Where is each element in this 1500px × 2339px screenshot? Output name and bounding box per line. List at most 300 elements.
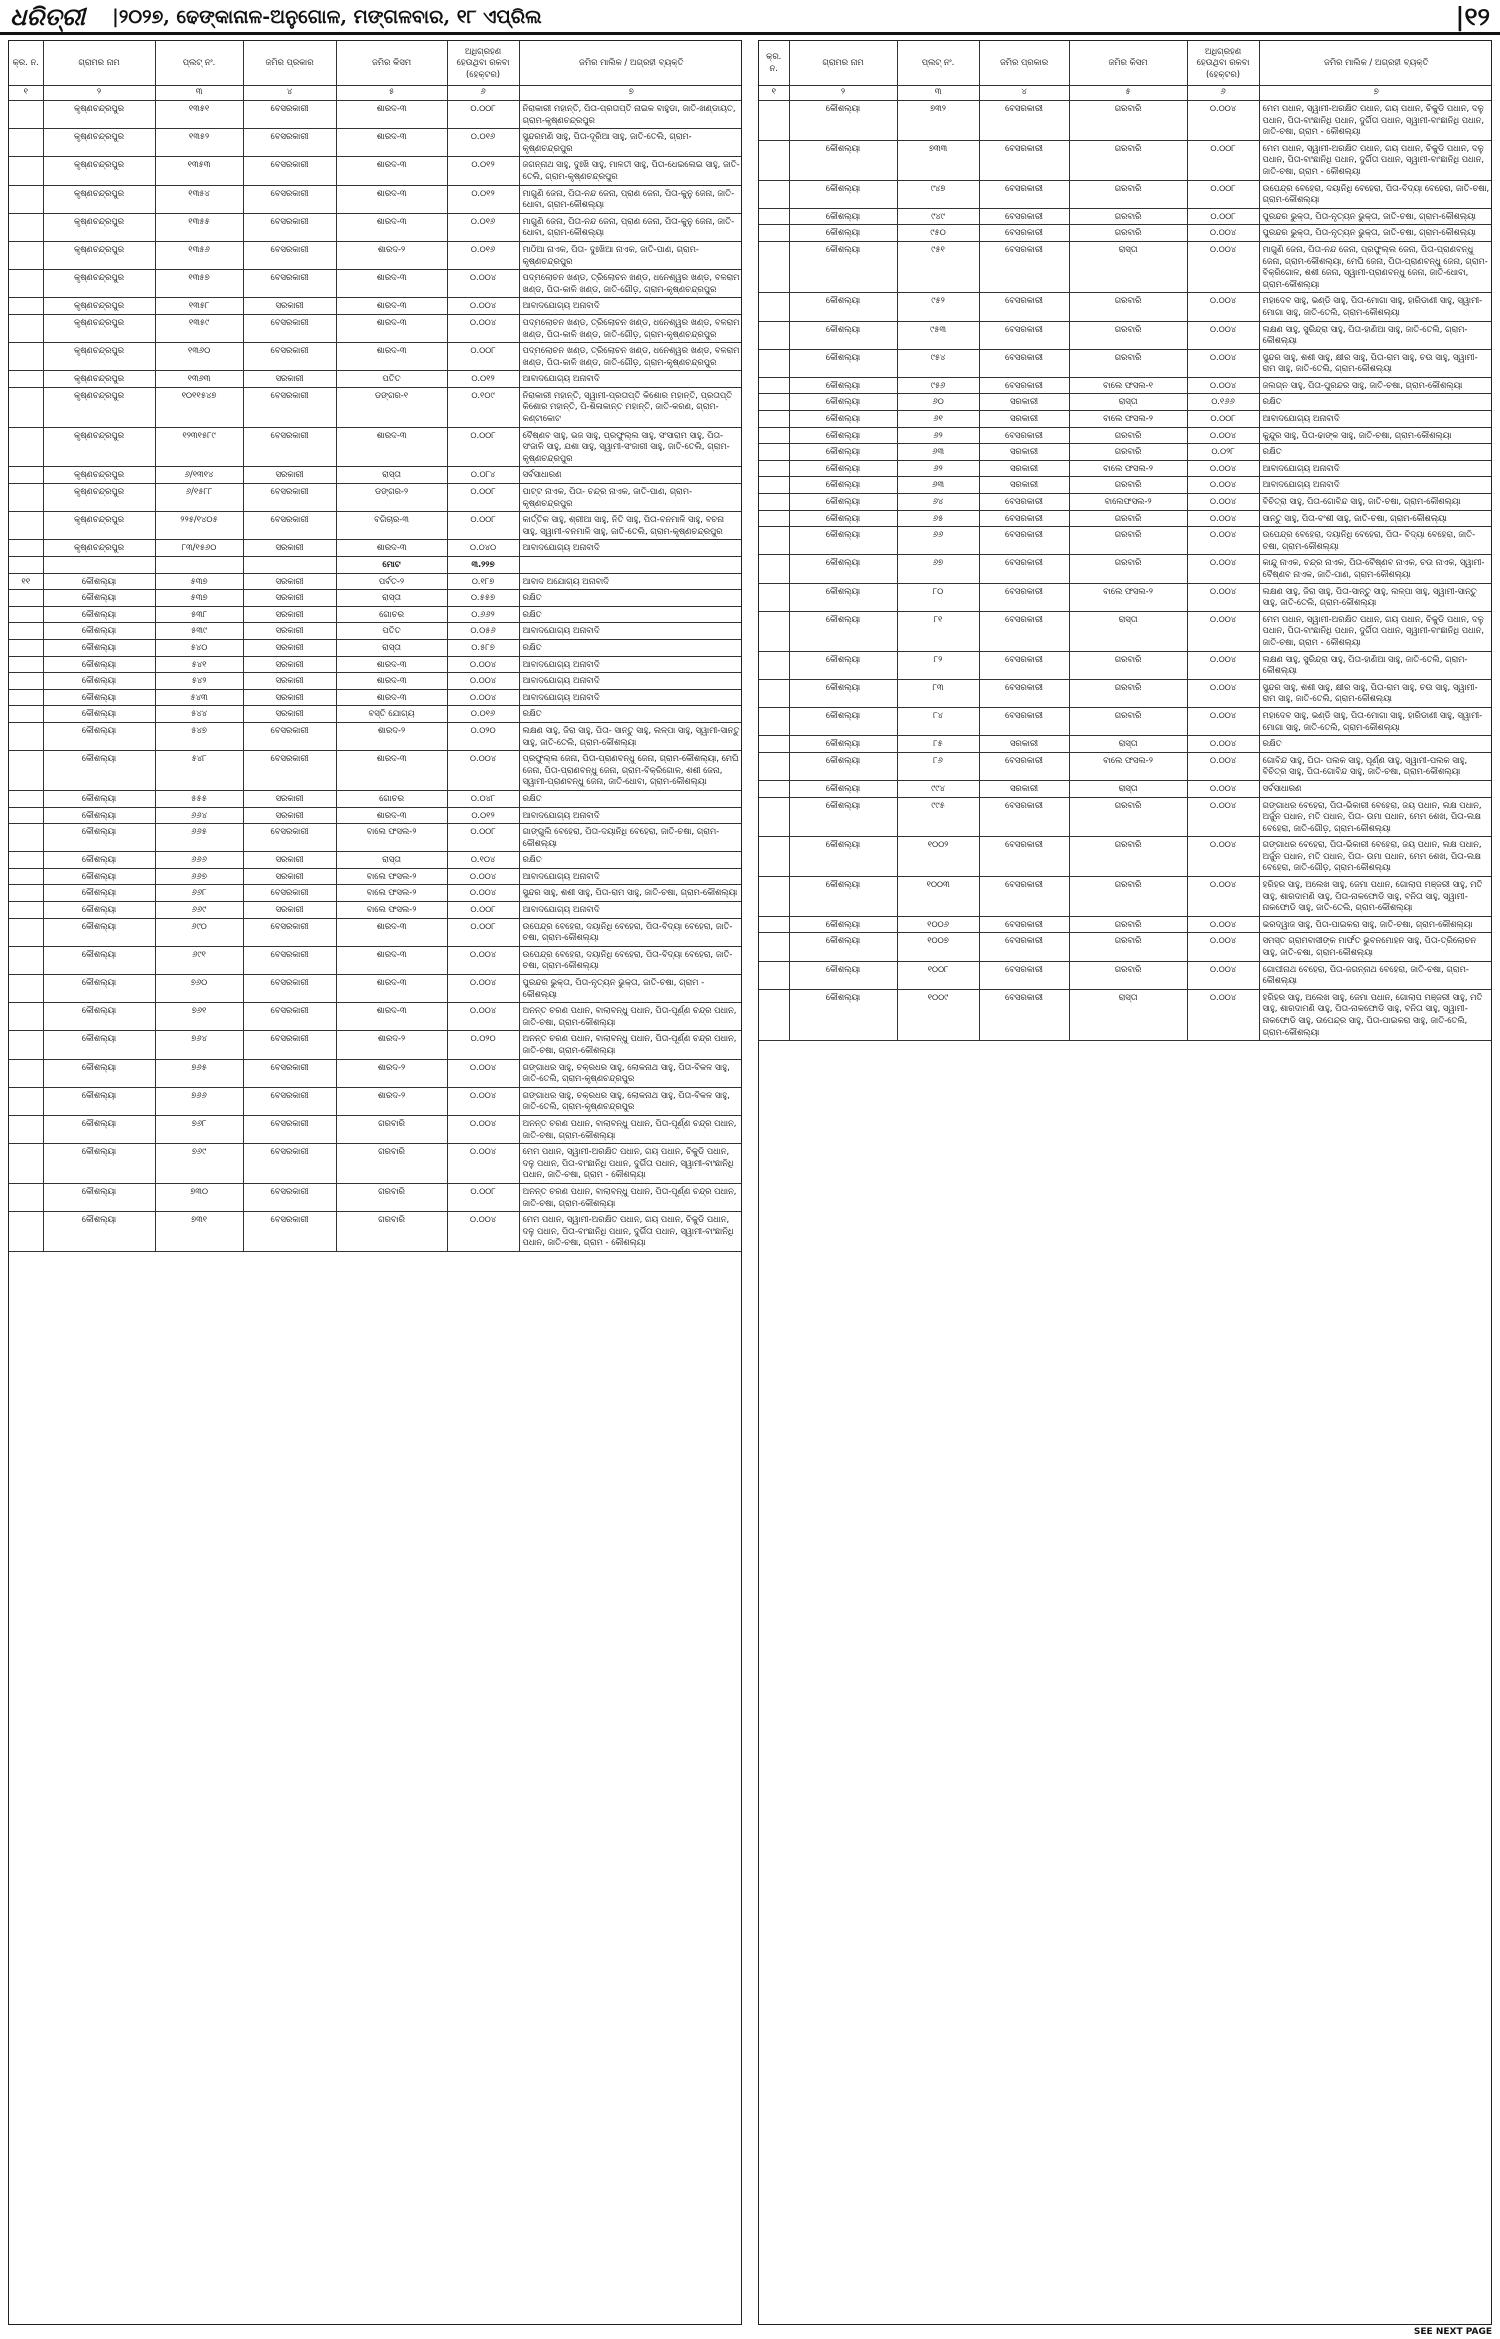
cell-serial — [759, 377, 789, 394]
cell-plot-number: ୫୪୮ — [155, 751, 243, 791]
cell-area-hectare: ୦.୦୦୪ — [1187, 736, 1259, 753]
cell-village: କୌଶଲ୍ୟା — [789, 707, 897, 735]
table-row — [759, 527, 1492, 555]
cell-land-class: ଗରବାରି — [336, 1115, 447, 1143]
cell-owner: ବିଚିତ୍ରା ସାହୁ, ପିତା-ଗୋବିନ୍ଦ ସାହୁ, ଜାତି-ଚଷା, ଗ୍ରାମ-କୌଶଲ୍ୟା — [1259, 494, 1492, 511]
col-header-land-type: ଜମିର ପ୍ରକାର — [243, 41, 336, 86]
cell-serial — [9, 427, 43, 467]
cell-area-hectare: ୦.୦୦୪ — [1187, 510, 1259, 527]
cell-owner: ପୁରନ୍ଦର ଭୁକ୍ତା, ପିତା-ନୃତ୍ୟନ ଭୁକ୍ତା, ଜାତି-ଚଷା, ଗ୍ରାମ - କୌଶଲ୍ୟା — [519, 975, 742, 1003]
cell-serial — [9, 606, 43, 623]
cell-serial — [9, 314, 43, 342]
cell-owner: ସର୍ବସାଧାରଣ — [1259, 780, 1492, 797]
cell-area-hectare: ୦.୦୦୮ — [447, 101, 519, 129]
cell-land-class: ଶାରଦ-୩ — [336, 540, 447, 557]
cell-plot-number: ୬୫ — [897, 510, 979, 527]
cell-land-class: ଗରବାରି — [1069, 427, 1187, 444]
cell-land-type: ବେସରକାରୀ — [243, 387, 336, 427]
cell-area-hectare: ୦.୦୦୪ — [1187, 321, 1259, 349]
cell-land-type: ବେସରକାରୀ — [243, 824, 336, 852]
cell-land-type: ବେସରକାରୀ — [243, 1031, 336, 1059]
table-row — [759, 101, 1492, 141]
cell-plot-number: ୬/୧୩୧୪ — [155, 467, 243, 484]
cell-serial — [9, 722, 43, 750]
cell-plot-number: ୧୦୦୭ — [897, 933, 979, 961]
cell-owner: ଆବାଦଯୋଗ୍ୟ ଅନାବାଦି — [519, 673, 742, 690]
cell-village: କୌଶଲ୍ୟା — [43, 1115, 155, 1143]
cell-serial — [759, 916, 789, 933]
cell-village: କୌଶଲ୍ୟା — [789, 916, 897, 933]
cell-plot-number: ୬୬୯ — [155, 902, 243, 919]
cell-village: କୃଷ୍ଣଚନ୍ଦ୍ରପୁର — [43, 157, 155, 185]
col-header-area: ଅଧିଗ୍ରହଣ ହେଉଥିବା ରକବା (ହେକ୍ଟର) — [1187, 41, 1259, 86]
cell-land-class: ଶାରଦ-୩ — [336, 975, 447, 1003]
table-row — [759, 916, 1492, 933]
cell-plot-number: ୬୨ — [897, 427, 979, 444]
cell-owner: ରକ୍ଷିତ — [1259, 444, 1492, 461]
cell-land-type: ବେସରକାରୀ — [243, 213, 336, 241]
cell-land-type: ସରକାରୀ — [979, 460, 1069, 477]
land-acquisition-table-right — [759, 41, 1492, 1041]
cell-land-class: ଶାରଦ-୩ — [336, 918, 447, 946]
col-header-area: ଅଧିଗ୍ରହଣ ହେଉଥିବା ରକବା (ହେକ୍ଟର) — [447, 41, 519, 86]
cell-owner: ଅନନ୍ତ ଚରଣ ପଧାନ, ବାଲାବନ୍ଧୁ ପଧାନ, ପିତା-ପୂର୍ଣ୍ଣ ଚନ୍ଦ୍ର ପଧାନ, ଜାତି-ଚଷା, ଗ୍ରାମ-କୌଶଲ୍ୟା — [519, 1003, 742, 1031]
column-number: ୬ — [1187, 86, 1259, 101]
cell-owner: ରକ୍ଷିତ — [1259, 394, 1492, 411]
cell-owner: କାନ୍ଦୁ ନାଏକ, ଚନ୍ଦ୍ର ନାଏକ, ପିତା-ବୈଷ୍ଣବ ନାଏକ, ଚଉ ନାଏକ, ସ୍ୱାମୀ-ବୈଷ୍ଣବ ନାଏକ, ଜାତି-ପାଣ, ଗ୍ରାମ-କୌଶଲ୍ୟା — [1259, 555, 1492, 583]
cell-land-class: ଶାରଦ-୩ — [336, 270, 447, 298]
table-row — [9, 824, 742, 852]
cell-area-hectare: ୦.୦୦୪ — [1187, 494, 1259, 511]
table-row — [9, 484, 742, 512]
cell-plot-number: ୫୪୭ — [155, 722, 243, 750]
cell-owner: ମହାଦେବ ସାହୁ, ଭଣ୍ଡି ସାହୁ, ପିତା-ମୋଗା ସାହୁ, ହାରିଡାଣୀ ସାହୁ, ସ୍ୱାମୀ-ମୋଗା ସାହୁ, ଜାତି-ତେଲି, ଗ୍ରାମ-କୌଶଲ୍ୟା — [1259, 707, 1492, 735]
col-header-land-class: ଜମିର କିସମ — [336, 41, 447, 86]
cell-village: କୃଷ୍ଣଚନ୍ଦ୍ରପୁର — [43, 427, 155, 467]
cell-land-type: ବେସରକାରୀ — [979, 583, 1069, 611]
cell-serial — [759, 555, 789, 583]
column-number: ୫ — [1069, 86, 1187, 101]
cell-owner: ଲକ୍ଷଣ ସାହୁ, ସୁରିନ୍ଦ୍ରା ସାହୁ, ପିତା-ହାଣିଆ ସାହୁ, ଜାତି-ତେଲି, ଗ୍ରାମ-କୌଶଲ୍ୟା — [1259, 651, 1492, 679]
cell-land-type: ସରକାରୀ — [979, 394, 1069, 411]
cell-area-hectare: ୦.୦୦୪ — [447, 885, 519, 902]
cell-owner: ଲକ୍ଷଣ ସାହୁ, ସୁରିନ୍ଦ୍ରା ସାହୁ, ପିତା-ହାଣିଆ ସାହୁ, ଜାତି-ତେଲି, ଗ୍ରାମ-କୌଶଲ୍ୟା — [1259, 321, 1492, 349]
cell-plot-number: ୫୪୪ — [155, 706, 243, 723]
cell-plot-number: ୧୦୦୬ — [897, 916, 979, 933]
cell-land-type: ବେସରକାରୀ — [979, 321, 1069, 349]
cell-serial — [9, 623, 43, 640]
table-row — [9, 467, 742, 484]
cell-serial — [9, 689, 43, 706]
cell-land-type: ସରକାରୀ — [243, 689, 336, 706]
cell-village: କୌଶଲ୍ୟା — [43, 807, 155, 824]
cell-area-hectare: ୦.୦୦୪ — [1187, 427, 1259, 444]
cell-plot-number: ୮୨ — [897, 651, 979, 679]
cell-land-type: ସରକାରୀ — [243, 371, 336, 388]
cell-village: କୃଷ୍ଣଚନ୍ଦ୍ରପୁର — [43, 213, 155, 241]
cell-village: କୌଶଲ୍ୟା — [43, 639, 155, 656]
cell-land-class: ଶାରଦ-୩ — [336, 946, 447, 974]
cell-plot-number: ୫୪୦ — [155, 639, 243, 656]
cell-plot-number: ୭୬୯ — [155, 1144, 243, 1184]
cell-plot-number — [155, 557, 243, 574]
cell-area-hectare: ୦.୦୦୪ — [1187, 101, 1259, 141]
table-row — [759, 877, 1492, 917]
cell-plot-number: ୬୩ — [897, 477, 979, 494]
cell-village: କୃଷ୍ଣଚନ୍ଦ୍ରପୁର — [43, 101, 155, 129]
cell-land-type: ବେସରକାରୀ — [243, 1183, 336, 1211]
cell-area-hectare: ୦.୦୦୮ — [447, 1183, 519, 1211]
cell-land-type: ବେସରକାରୀ — [979, 208, 1069, 225]
cell-plot-number: ୫୩୮ — [155, 606, 243, 623]
cell-owner: ଜଗନ୍ନାଥ ସାହୁ, ଦୁଃଖି ସାହୁ, ମାଳତୀ ସାହୁ, ପିତା-ଧେଇଲେଇ ସାହୁ, ଜାତି-ତେଲି, ଗ୍ରାମ-କୃଷ୍ଣଚନ୍ଦ୍ରପୁର — [519, 157, 742, 185]
cell-owner: ମାଠିଆ ନାଏକ, ପିତା- ଦୁଃଖିଆ ନାଏକ, ଜାତି-ପାଣ, ଗ୍ରାମ-କୃଷ୍ଣଚନ୍ଦ୍ରପୁର — [519, 241, 742, 269]
cell-land-class: ରାସ୍ତା — [1069, 736, 1187, 753]
cell-serial — [9, 824, 43, 852]
cell-owner: ଆବାଦଯୋଗ୍ୟ ଅନାବାଦି — [1259, 411, 1492, 428]
cell-land-type: ବେସରକାରୀ — [979, 377, 1069, 394]
cell-village: କୌଶଲ୍ୟା — [43, 573, 155, 590]
cell-serial — [9, 512, 43, 540]
table-row — [9, 101, 742, 129]
cell-land-class: ପର୍ବତ-୨ — [336, 573, 447, 590]
cell-owner: ଆବାଦଯୋଗ୍ୟ ଅନାବାଦି — [1259, 460, 1492, 477]
cell-village: କୌଶଲ୍ୟା — [43, 656, 155, 673]
cell-owner: ଆବାଦଯୋଗ୍ୟ ଅନାବାଦି — [519, 807, 742, 824]
cell-village: କୌଶଲ୍ୟା — [43, 918, 155, 946]
table-row — [759, 651, 1492, 679]
cell-village: କୃଷ୍ଣଚନ୍ଦ୍ରପୁର — [43, 298, 155, 315]
cell-village: କୌଶଲ୍ୟା — [789, 752, 897, 780]
table-row — [759, 293, 1492, 321]
cell-plot-number: ୬୬୮ — [155, 885, 243, 902]
cell-serial — [9, 975, 43, 1003]
cell-serial — [759, 989, 789, 1040]
cell-serial — [9, 185, 43, 213]
table-row — [9, 918, 742, 946]
cell-village: କୌଶଲ୍ୟା — [789, 583, 897, 611]
cell-owner: ଆବାଦଯୋଗ୍ୟ ଅନାବାଦି — [519, 902, 742, 919]
cell-plot-number: ୧୦୦୮ — [897, 961, 979, 989]
cell-land-type: ସରକାରୀ — [243, 673, 336, 690]
table-row — [9, 790, 742, 807]
cell-land-class: ରାସ୍ତା — [1069, 780, 1187, 797]
cell-plot-number: ୯୫୧ — [897, 241, 979, 292]
cell-village: କୌଶଲ୍ୟା — [789, 527, 897, 555]
col-header-owner: ଜମିର ମାଲିକ / ଅଗ୍ରହୀ ବ୍ୟକ୍ତି — [1259, 41, 1492, 86]
cell-land-type: ବେସରକାରୀ — [243, 946, 336, 974]
column-number: ୭ — [1259, 86, 1492, 101]
cell-serial — [759, 679, 789, 707]
cell-area-hectare: ୦.୦୦୪ — [447, 270, 519, 298]
cell-village: କୌଶଲ୍ୟା — [43, 790, 155, 807]
cell-village: କୌଶଲ୍ୟା — [789, 611, 897, 651]
cell-land-type: ସରକାରୀ — [243, 656, 336, 673]
table-row — [9, 673, 742, 690]
cell-land-class: ଶାରଦ-୩ — [336, 656, 447, 673]
cell-owner: ବୈଷ୍ଣବ ସାହୁ, ଭଜ ସାହୁ, ପ୍ରଫୁଲ୍ଲ ସାହୁ, ସଂସାରାମ ସାହୁ, ପିତା-ସଂଜାଳି ସାହୁ, ଯଶା ସାହୁ, ସ୍ୱାମୀ-ସଂଜାରୀ ସାହୁ, ଜାତି-ତେଲି, ଗ୍ରାମ-କୃଷ୍ଣଚନ୍ଦ୍ରପୁର — [519, 427, 742, 467]
cell-village: କୌଶଲ୍ୟା — [43, 1031, 155, 1059]
cell-area-hectare: ୦.୧୬୬ — [1187, 394, 1259, 411]
cell-land-type: ବେସରକାରୀ — [979, 427, 1069, 444]
cell-area-hectare: ୦.୦୦୪ — [1187, 377, 1259, 394]
table-row — [759, 180, 1492, 208]
cell-land-type: ସରକାରୀ — [979, 477, 1069, 494]
cell-land-class: ଗରବାରି — [1069, 180, 1187, 208]
cell-village: କୃଷ୍ଣଚନ୍ଦ୍ରପୁର — [43, 129, 155, 157]
cell-land-class: ଶାରଦ-୩ — [336, 343, 447, 371]
cell-land-type: ସରକାରୀ — [243, 590, 336, 607]
cell-serial — [759, 477, 789, 494]
table-row — [9, 807, 742, 824]
cell-serial — [759, 427, 789, 444]
cell-plot-number: ୯୫୦ — [897, 225, 979, 242]
cell-area-hectare: ୦.୦୦୮ — [447, 824, 519, 852]
cell-village: କୃଷ୍ଣଚନ୍ଦ୍ରପୁର — [43, 371, 155, 388]
cell-owner: ଆବାଦଯୋଗ୍ୟ ଅନାବାଦି — [519, 656, 742, 673]
cell-plot-number: ୧୩୬୩ — [155, 371, 243, 388]
cell-area-hectare: ୦.୦୪୮ — [447, 790, 519, 807]
cell-area-hectare: ୦.୦୦୪ — [1187, 679, 1259, 707]
cell-owner: ଭରଦ୍ୱାଜ ସାହୁ, ପିତା-ପାଇକରା ସାହୁ, ଜାତି-ଚଷା, ଗ୍ରାମ-କୌଶଲ୍ୟା — [1259, 916, 1492, 933]
cell-land-class: ଗରବାରି — [1069, 477, 1187, 494]
cell-owner: ହରିହର ସାହୁ, ଅଲେଖ ସାହୁ, ଜେମା ପଧାନ, ଗୋଲାପ ମଞ୍ଜରୀ ସାହୁ, ମତି ସାହୁ, ଶାରଦାମଣି ସାହୁ, ପିତା-ନାକଫୋଡି ସାହୁ, ବନିତା ସାହୁ, ସ୍ୱାମୀ-ନାକଫୋଡି ସାହୁ, ଜାତି-ତେଲି, ଗ୍ରାମ-କୌଶଲ୍ୟା — [1259, 877, 1492, 917]
table-row — [9, 343, 742, 371]
cell-plot-number: ୬୧ — [897, 411, 979, 428]
cell-village: କୌଶଲ୍ୟା — [43, 824, 155, 852]
cell-plot-number: ୧୩୫୮ — [155, 298, 243, 315]
cell-land-type: ବେସରକାରୀ — [243, 885, 336, 902]
cell-plot-number: ୫୩୯ — [155, 623, 243, 640]
cell-plot-number: ୬୬୬ — [155, 852, 243, 869]
cell-land-class: ଡଙ୍ଗର-୧ — [336, 387, 447, 427]
cell-land-class: ବସ୍ତି ଯୋଗ୍ୟ — [336, 706, 447, 723]
cell-serial — [9, 467, 43, 484]
cell-plot-number: ୭୬୬ — [155, 1087, 243, 1115]
cell-land-class: ବାଲେ ଫସଲ-୨ — [1069, 752, 1187, 780]
table-row — [759, 555, 1492, 583]
cell-area-hectare: ୦.୦୦୮ — [447, 484, 519, 512]
cell-plot-number: ୯୪୯ — [897, 208, 979, 225]
cell-land-class: ଗରବାରି — [1069, 444, 1187, 461]
table-row — [759, 933, 1492, 961]
cell-village: କୌଶଲ୍ୟା — [789, 377, 897, 394]
cell-area-hectare: ୦.୦୦୮ — [1187, 140, 1259, 180]
cell-serial: ୧୧ — [9, 573, 43, 590]
cell-land-class: ଗରବାରି — [1069, 679, 1187, 707]
cell-plot-number: ୧୩୫୨ — [155, 129, 243, 157]
col-header-village: ଗ୍ରାମର ନାମ — [43, 41, 155, 86]
cell-area-hectare: ୦.୦୦୪ — [1187, 611, 1259, 651]
cell-serial — [759, 527, 789, 555]
cell-village: କୌଶଲ୍ୟା — [789, 679, 897, 707]
column-number: ୭ — [519, 86, 742, 101]
table-row — [9, 157, 742, 185]
cell-village: କୃଷ୍ଣଚନ୍ଦ୍ରପୁର — [43, 270, 155, 298]
cell-plot-number: ୧୦୧୧୫୪୭ — [155, 387, 243, 427]
cell-area-hectare: ୦.୦୦୪ — [447, 298, 519, 315]
cell-village: କୌଶଲ୍ୟା — [43, 590, 155, 607]
cell-area-hectare: ୦.୦୦୪ — [447, 1115, 519, 1143]
cell-serial — [9, 868, 43, 885]
cell-serial — [759, 797, 789, 837]
table-row — [9, 751, 742, 791]
table-row — [759, 780, 1492, 797]
cell-land-class: ଶାରଦ-୩ — [336, 298, 447, 315]
cell-owner: ଗଙ୍ଗାଧର ସାହୁ, ଚକ୍ରଧର ସାହୁ, ଲୋକନାଥ ସାହୁ, ପିତା-ବିକଳ ସାହୁ, ଜାତି-ତେଲି, ଗ୍ରାମ-କୃଷ୍ଣଚନ୍ଦ୍ରପୁର — [519, 1059, 742, 1087]
cell-area-hectare: ୦.୦୦୪ — [447, 751, 519, 791]
cell-plot-number: ୨୨୫/୧୪୦୫ — [155, 512, 243, 540]
col-header-village: ଗ୍ରାମର ନାମ — [789, 41, 897, 86]
table-row — [9, 706, 742, 723]
cell-owner: ସୁନ୍ଦର ସାହୁ, ଶଶୀ ସାହୁ, କ୍ଷୀର ସାହୁ, ପିତା-ରାମ ସାହୁ, ଚଉ ସାହୁ, ସ୍ୱାମୀ-ରାମ ସାହୁ, ଜାତି-ତେଲି, ଗ୍ରାମ-କୌଶଲ୍ୟା — [1259, 679, 1492, 707]
table-row — [759, 140, 1492, 180]
cell-land-type: ସରକାରୀ — [243, 623, 336, 640]
cell-land-type: ବେସରକାରୀ — [243, 918, 336, 946]
table-row — [759, 989, 1492, 1040]
cell-area-hectare: ୦.୫୫୭ — [447, 590, 519, 607]
cell-land-class: ଶାରଦ-୩ — [336, 101, 447, 129]
cell-serial — [759, 651, 789, 679]
cell-land-type: ବେସରକାରୀ — [979, 611, 1069, 651]
cell-owner: ମେମ ପଧାନ, ସ୍ୱାମୀ-ଅରକ୍ଷିତ ପଧାନ, ଗୟ ପଧାନ, ଚିକୁଡି ପଧାନ, ଦଳୁ ପଧାନ, ପିତା-ବାଂଛାନିଧି ପଧାନ, ଦୁର୍ଗିତା ପଧାନ, ସ୍ୱାମୀ-ବାଂଛାନିଧି ପଧାନ, ଜାତି-ଚଷା, ଗ୍ରାମ - କୌଶଲ୍ୟା — [519, 1212, 742, 1252]
cell-serial — [9, 807, 43, 824]
cell-village: କୌଶଲ୍ୟା — [789, 241, 897, 292]
cell-land-class: ଗରବାରି — [336, 1212, 447, 1252]
cell-land-class: ଗରବାରି — [1069, 321, 1187, 349]
cell-village: କୃଷ୍ଣଚନ୍ଦ୍ରପୁର — [43, 540, 155, 557]
cell-plot-number: ୯୫୩ — [897, 321, 979, 349]
cell-plot-number: ୫୩୭ — [155, 590, 243, 607]
cell-plot-number: ୬୯୦ — [155, 918, 243, 946]
cell-village: କୌଶଲ୍ୟା — [789, 933, 897, 961]
cell-area-hectare: ୦.୦୧୨ — [447, 185, 519, 213]
cell-serial — [759, 241, 789, 292]
cell-serial — [9, 751, 43, 791]
cell-village: କୌଶଲ୍ୟା — [43, 1003, 155, 1031]
cell-area-hectare: ୦.୦୦୪ — [1187, 961, 1259, 989]
cell-area-hectare: ୦.୦୦୪ — [1187, 583, 1259, 611]
cell-plot-number: ୮୬ — [897, 752, 979, 780]
cell-land-class: ଶାରଦ-୩ — [336, 1003, 447, 1031]
cell-area-hectare: ୦.୦୦୪ — [1187, 241, 1259, 292]
cell-plot-number: ୯୯୪ — [897, 780, 979, 797]
masthead — [0, 0, 1500, 35]
table-row — [9, 185, 742, 213]
cell-village: କୌଶଲ୍ୟା — [789, 877, 897, 917]
total-row — [9, 557, 742, 574]
cell-serial — [759, 877, 789, 917]
table-row — [9, 946, 742, 974]
cell-area-hectare: ୦.୦୫୬ — [447, 623, 519, 640]
cell-serial — [9, 790, 43, 807]
cell-serial — [759, 293, 789, 321]
cell-land-type: ବେସରକାରୀ — [979, 140, 1069, 180]
cell-land-type: ବେସରକାରୀ — [243, 1212, 336, 1252]
cell-village: କୌଶଲ୍ୟା — [789, 225, 897, 242]
cell-village: କୌଶଲ୍ୟା — [789, 293, 897, 321]
cell-owner: ମହାଦେବ ସାହୁ, ଭଣ୍ଡି ସାହୁ, ପିତା-ମୋଗା ସାହୁ, ହାରିଡାଣୀ ସାହୁ, ସ୍ୱାମୀ-ମୋଗା ସାହୁ, ଜାତି-ତେଲି, ଗ୍ରାମ-କୌଶଲ୍ୟା — [1259, 293, 1492, 321]
cell-land-type: ବେସରକାରୀ — [979, 293, 1069, 321]
cell-land-type: ବେସରକାରୀ — [979, 752, 1069, 780]
table-row — [759, 797, 1492, 837]
cell-land-type: ବେସରକାରୀ — [979, 916, 1069, 933]
col-header-land-type: ଜମିର ପ୍ରକାର — [979, 41, 1069, 86]
cell-land-type: ବେସରକାରୀ — [979, 101, 1069, 141]
cell-land-class: ରାସ୍ତା — [1069, 611, 1187, 651]
cell-village: କୌଶଲ୍ୟା — [789, 989, 897, 1040]
cell-area-hectare: ୦.୦୧୬ — [447, 241, 519, 269]
cell-area-hectare: ୦.୦୧୬ — [447, 129, 519, 157]
cell-land-class: ଗରବାରି — [1069, 208, 1187, 225]
cell-serial — [9, 298, 43, 315]
table-row — [759, 583, 1492, 611]
cell-land-type: ବେସରକାରୀ — [243, 270, 336, 298]
cell-owner: ପ୍ରଫୁଲ୍ଲ ଜେନା, ପିତା-ପ୍ରାଣବନ୍ଧୁ ଜେନା, ଗ୍ରାମ-କୌଶଲ୍ୟା, ମେଘି ଜେନା, ପିତା-ପ୍ରାଣବନ୍ଧୁ ଜେନା, ଗ୍ରାମ-ବିକ୍ରିଗୋଳ, ଶଶୀ ଜେନା, ସ୍ୱାମୀ-ପ୍ରାଣବନ୍ଧୁ ଜେନା, ଜାତି-ଧୋବା, ଗ୍ରାମ-କୌଶଲ୍ୟା — [519, 751, 742, 791]
cell-owner: ଆବାଦଯୋଗ୍ୟ ଅନାବାଦି — [519, 623, 742, 640]
cell-plot-number: ୫୪୨ — [155, 673, 243, 690]
cell-serial — [9, 101, 43, 129]
table-row — [759, 411, 1492, 428]
cell-owner: ମାଗୁଣି ଜେନା, ପିତା-ନନ୍ଦ ଜେନା, ପ୍ରଫୁଲ୍ଲ ଜେନା, ପିତା-ପ୍ରାଣବନ୍ଧୁ ଜେନା, ଗ୍ରାମ-କୌଶଲ୍ୟା, ମେଘି ଜେନା, ପିତା-ପ୍ରାଣବନ୍ଧୁ ଜେନା, ଗ୍ରାମ-ବିକ୍ରିଗୋଳ, ଶଶୀ ଜେନା, ସ୍ୱାମୀ-ପ୍ରାଣବନ୍ଧୁ ଜେନା, ଜାତି-ଧୋବା, ଗ୍ରାମ-କୌଶଲ୍ୟା — [1259, 241, 1492, 292]
cell-owner: ପଦ୍ମଲୋଚନ ଖଣ୍ଡ, ତ୍ରିଲୋଚନ ଖଣ୍ଡ, ଧନେଶ୍ୱର ଖଣ୍ଡ, ବଳରାମ ଖଣ୍ଡ, ପିତା-କାଳି ଖଣ୍ଡ, ଜାତି-ଗୌଡ଼, ଗ୍ରାମ-କୃଷ୍ଣଚନ୍ଦ୍ରପୁର — [519, 314, 742, 342]
cell-serial — [759, 510, 789, 527]
cell-land-class: ଶାରଦ-୩ — [336, 129, 447, 157]
cell-plot-number: ୧୩୬୦ — [155, 343, 243, 371]
cell-plot-number: ୯୫୬ — [897, 377, 979, 394]
cell-village: କୃଷ୍ଣଚନ୍ଦ୍ରପୁର — [43, 512, 155, 540]
cell-plot-number: ୮୪ — [897, 707, 979, 735]
table-row — [9, 573, 742, 590]
cell-land-type: ବେସରକାରୀ — [243, 343, 336, 371]
cell-plot-number: ୬୦ — [897, 394, 979, 411]
cell-land-class: ଡଙ୍ଗର-୨ — [336, 484, 447, 512]
cell-village: କୌଶଲ୍ୟା — [43, 1183, 155, 1211]
table-row — [759, 377, 1492, 394]
cell-land-type: ବେସରକାରୀ — [243, 722, 336, 750]
cell-land-type: ବେସରକାରୀ — [243, 241, 336, 269]
cell-land-type: ବେସରକାରୀ — [243, 1144, 336, 1184]
table-row — [9, 270, 742, 298]
cell-owner: ଜଲଗ୍ନ ସାହୁ, ପିତା-ପୁରନ୍ଦର ସାହୁ, ଜାତି-ଚଷା, ଗ୍ରାମ-କୌଶଲ୍ୟା — [1259, 377, 1492, 394]
cell-land-type — [243, 557, 336, 574]
table-row — [759, 477, 1492, 494]
cell-village: କୌଶଲ୍ୟା — [43, 706, 155, 723]
cell-plot-number: ୭୩୨ — [897, 101, 979, 141]
cell-owner: ଆବାଦଯୋଗ୍ୟ ଅନାବାଦି — [519, 540, 742, 557]
cell-village — [43, 557, 155, 574]
cell-land-class: ରାସ୍ତା — [1069, 241, 1187, 292]
cell-land-class: ଗରବାରି — [1069, 510, 1187, 527]
col-header-land-class: ଜମିର କିସମ — [1069, 41, 1187, 86]
table-row — [759, 460, 1492, 477]
cell-owner: ମେମ ପଧାନ, ସ୍ୱାମୀ-ଅରକ୍ଷିତ ପଧାନ, ଗୟ ପଧାନ, ଚିକୁଡି ପଧାନ, ଦଳୁ ପଧାନ, ପିତା-ବାଂଛାନିଧି ପଧାନ, ଦୁର୍ଗିତା ପଧାନ, ସ୍ୱାମୀ-ବାଂଛାନିଧି ପଧାନ, ଜାତି-ଚଷା, ଗ୍ରାମ - କୌଶଲ୍ୟା — [1259, 611, 1492, 651]
cell-land-class: ଶାରଦ-୩ — [336, 213, 447, 241]
cell-plot-number: ୫୫୫ — [155, 790, 243, 807]
table-row — [9, 885, 742, 902]
cell-area-hectare: ୦.୦୦୪ — [447, 946, 519, 974]
cell-land-type: ବେସରକାରୀ — [243, 1003, 336, 1031]
cell-owner: ଗୋବିନ୍ଦ ସାହୁ, ପିତା- ପଲକ ସାହୁ, ପୂର୍ଣ୍ଣ ସାହୁ, ସ୍ୱାମୀ-ପଲକ ସାହୁ, ବିଚିତ୍ର ସାହୁ, ପିତା-ଗୋବିନ୍ଦ ସାହୁ, ଜାତି-ଚଷା, ଗ୍ରାମ-କୌଶଲ୍ୟା — [1259, 752, 1492, 780]
column-number: ୧ — [759, 86, 789, 101]
cell-area-hectare: ୦.୦୦୪ — [1187, 349, 1259, 377]
table-row — [759, 241, 1492, 292]
cell-plot-number: ୭୬୧ — [155, 1003, 243, 1031]
cell-land-type: ବେସରକାରୀ — [243, 1087, 336, 1115]
cell-village: କୌଶଲ୍ୟା — [789, 180, 897, 208]
cell-plot-number: ୭୬୫ — [155, 1059, 243, 1087]
cell-area-hectare: ୦.୦୧୨ — [447, 157, 519, 185]
